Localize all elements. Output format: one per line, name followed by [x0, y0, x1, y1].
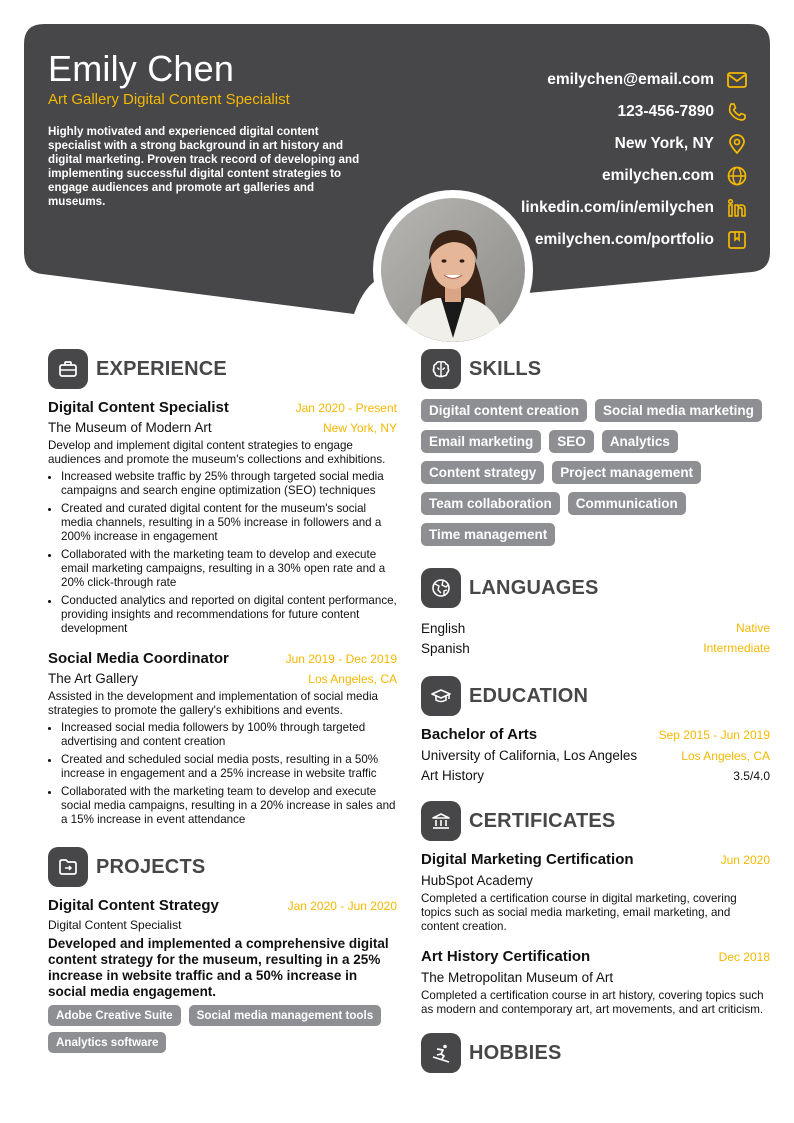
certificates-section-header	[421, 801, 770, 841]
experience-section-header	[48, 349, 397, 389]
projects-title: PROJECTS	[96, 855, 206, 878]
globe-icon	[726, 165, 748, 187]
tool-tag: Social media management tools	[189, 1005, 382, 1026]
contact-list	[521, 64, 748, 256]
mail-icon	[726, 69, 748, 91]
school: University of California, Los Angeles	[421, 748, 638, 763]
experience-title: EXPERIENCE	[96, 357, 227, 380]
job-entry	[48, 650, 397, 827]
contact-phone-text[interactable]: 123-456-7890	[617, 103, 714, 120]
language-row	[421, 618, 770, 638]
job-date: Jan 2020 - Present	[295, 401, 397, 415]
project-description: Developed and implemented a comprehensive digital content strategy for the museum, resulting in a 25% increase in website traffic and a 50% increase in social media engagement.	[48, 936, 389, 999]
skills-section-header	[421, 349, 770, 389]
job-bullets	[48, 470, 397, 636]
languages-title: LANGUAGES	[469, 576, 599, 599]
summary-text: Highly motivated and experienced digital content specialist with a strong background in art history and digital marketing. Proven track record of developing and implementing successful digital content strategies to engage audiences and promote art galleries and museums.	[48, 125, 360, 208]
languages-section-header	[421, 568, 770, 608]
job-description: Develop and implement digital content strategies to engage audiences and promote the museum's collections and exhibitions.	[48, 439, 386, 466]
skill-tag: SEO	[549, 430, 594, 453]
hobbies-section-header	[421, 1033, 770, 1073]
language-name: English	[421, 620, 466, 636]
skill-tag: Project management	[552, 461, 701, 484]
school-location: Los Angeles, CA	[681, 749, 770, 763]
skill-tags	[421, 399, 770, 546]
skill-tag: Analytics	[602, 430, 678, 453]
skill-tag: Communication	[568, 492, 686, 515]
job-bullets	[48, 721, 397, 827]
job-bullet: • Collaborated with the marketing team to develop and execute social media campaigns, resulting in a 20% increase in sales and a 15% increase in event attendance	[61, 785, 397, 827]
degree: Bachelor of Arts	[421, 726, 538, 743]
education-section-header	[421, 676, 770, 716]
education-entry	[421, 726, 770, 783]
language-row	[421, 638, 770, 658]
field-of-study: Art History	[421, 768, 485, 783]
skill-tag: Digital content creation	[421, 399, 587, 422]
project-role: Digital Content Specialist	[48, 918, 182, 932]
job-entry	[48, 399, 397, 636]
phone-icon	[726, 101, 748, 123]
job-title: Digital Content Specialist	[48, 399, 229, 416]
certificate-description: Completed a certification course in digital marketing, covering topics such as social media marketing, email marketing, and content creation.	[421, 892, 737, 933]
contact-location	[521, 128, 748, 160]
education-date: Sep 2015 - Jun 2019	[658, 728, 770, 742]
bookmark-icon	[726, 229, 748, 251]
skills-title: SKILLS	[469, 357, 542, 380]
certificate-entry	[421, 948, 770, 1017]
tool-tag: Analytics software	[48, 1032, 166, 1053]
certificate-description: Completed a certification course in art history, covering topics such as modern and contemporary art, art movements, and art criticism.	[421, 989, 764, 1016]
contact-linkedin[interactable]	[521, 192, 748, 224]
linkedin-icon	[726, 197, 748, 219]
gpa: 3.5/4.0	[733, 769, 770, 783]
job-bullet: • Increased website traffic by 25% through targeted social media campaigns and search engine optimization (SEO) techniques	[61, 470, 397, 498]
hobbies-title: HOBBIES	[469, 1041, 562, 1064]
project-entry	[48, 897, 397, 1053]
certificate-date: Jun 2020	[720, 853, 770, 867]
certificates-title: CERTIFICATES	[469, 809, 616, 832]
contact-portfolio-text[interactable]: emilychen.com/portfolio	[534, 231, 714, 248]
right-column	[421, 349, 770, 1083]
project-date: Jan 2020 - Jun 2020	[287, 899, 397, 913]
contact-email-text[interactable]: emilychen@email.com	[547, 71, 714, 88]
contact-website[interactable]	[521, 160, 748, 192]
skill-tag: Content strategy	[421, 461, 544, 484]
institution-icon	[421, 801, 461, 841]
job-bullet: • Collaborated with the marketing team to develop and execute email marketing campaigns, resulting in a 30% open rate and a 20% click-through rate	[61, 548, 397, 590]
job-description: Assisted in the development and implementation of social media strategies to promote the gallery's exhibitions and events.	[48, 690, 378, 717]
language-level: Intermediate	[703, 641, 770, 655]
profile-photo	[373, 190, 533, 350]
contact-website-text[interactable]: emilychen.com	[602, 167, 714, 184]
certificate-title: Art History Certification	[421, 948, 591, 965]
projects-section-header	[48, 847, 397, 887]
job-title: Social Media Coordinator	[48, 650, 229, 667]
job-org: The Museum of Modern Art	[48, 420, 212, 435]
certificate-org: HubSpot Academy	[421, 873, 533, 888]
job-bullet: • Conducted analytics and reported on digital content performance, providing insights and recommendations for future content development	[61, 594, 397, 636]
contact-email[interactable]	[521, 64, 748, 96]
candidate-name: Emily Chen	[48, 48, 235, 89]
graduation-cap-icon	[421, 676, 461, 716]
left-column	[48, 349, 397, 1053]
certificate-entry	[421, 851, 770, 934]
job-bullet: • Created and scheduled social media posts, resulting in a 50% increase in engagement and a 25% increase in website traffic	[61, 753, 397, 781]
language-name: Spanish	[421, 640, 470, 656]
skill-tag: Time management	[421, 523, 555, 546]
skill-tag: Social media marketing	[595, 399, 762, 422]
tool-tag: Adobe Creative Suite	[48, 1005, 181, 1026]
briefcase-icon	[48, 349, 88, 389]
job-location: New York, NY	[322, 421, 397, 435]
skill-tag: Team collaboration	[421, 492, 560, 515]
contact-location-text: New York, NY	[614, 135, 714, 152]
job-bullet: • Created and curated digital content for the museum's social media channels, resulting in a 50% increase in followers and a 200% increase in engagement	[61, 502, 397, 544]
project-title: Digital Content Strategy	[48, 897, 219, 914]
certificate-date: Dec 2018	[718, 950, 770, 964]
job-org: The Art Gallery	[48, 671, 139, 686]
job-location: Los Angeles, CA	[308, 672, 397, 686]
contact-portfolio[interactable]	[521, 224, 748, 256]
folder-icon	[48, 847, 88, 887]
job-date: Jun 2019 - Dec 2019	[285, 652, 397, 666]
education-title: EDUCATION	[469, 684, 589, 707]
certificate-title: Digital Marketing Certification	[421, 851, 634, 868]
brain-icon	[421, 349, 461, 389]
resume-header	[24, 24, 770, 324]
language-icon	[421, 568, 461, 608]
language-level: Native	[735, 621, 770, 635]
skiing-icon	[421, 1033, 461, 1073]
certificate-org: The Metropolitan Museum of Art	[421, 970, 614, 985]
contact-phone[interactable]	[521, 96, 748, 128]
job-bullet: • Increased social media followers by 100% through targeted advertising and content creation	[61, 721, 397, 749]
contact-linkedin-text[interactable]: linkedin.com/in/emilychen	[521, 199, 714, 216]
location-pin-icon	[726, 133, 748, 155]
candidate-role: Art Gallery Digital Content Specialist	[48, 91, 290, 108]
skill-tag: Email marketing	[421, 430, 541, 453]
project-tools	[48, 1005, 397, 1053]
